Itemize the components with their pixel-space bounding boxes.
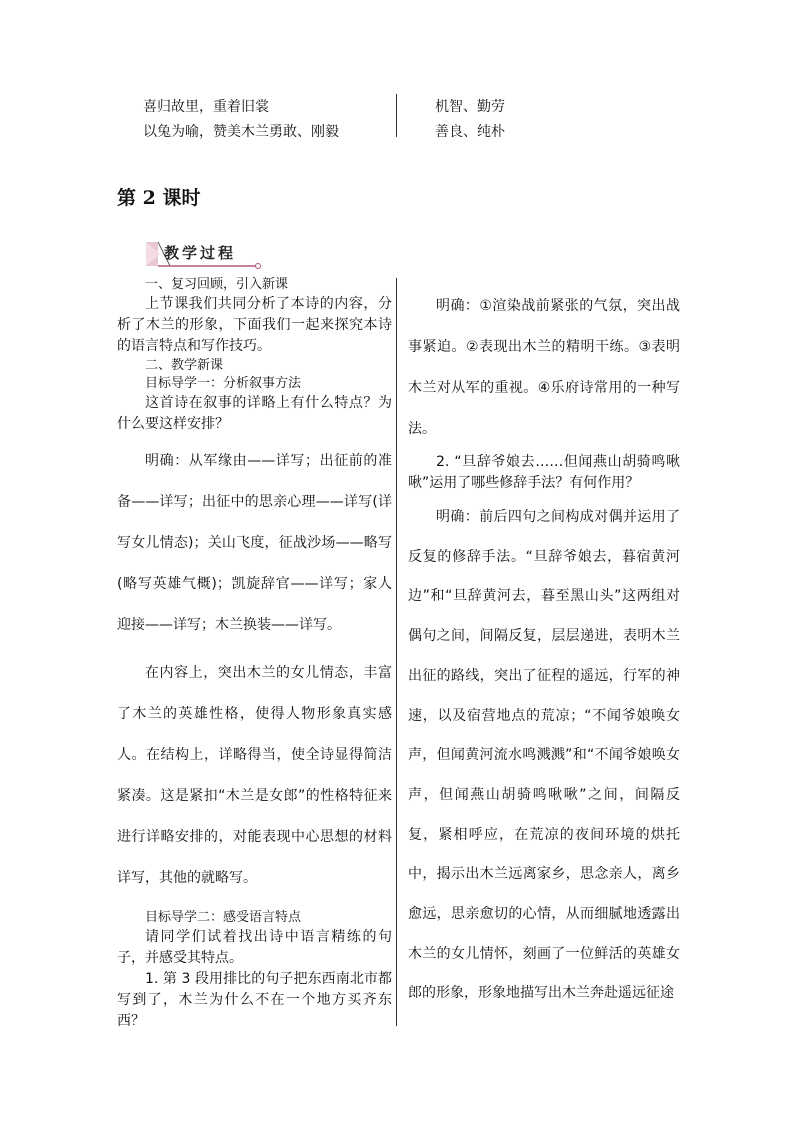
question-1: 这首诗在叙事的详略上有什么特点？为什么要这样安排？ [117, 395, 392, 432]
right-column [408, 286, 680, 1014]
section-heading-review: 一、复习回顾，引入新课 [145, 277, 289, 292]
section-banner-title: 教学过程 [164, 244, 237, 262]
answer-1-continued: 在内容上，突出木兰的女儿情态，丰富了木兰的英雄性格，使得人物形象真实感人。在结构上，详略得当，使全诗显得简洁紧凑。这是紧扣“木兰是女郎”的性格特征来进行详略安排的，对能表现中心思想的材料详写，其他的就略写。 [117, 665, 392, 886]
section-heading-new-lesson: 二、教学新课 [145, 358, 224, 373]
left-column [117, 276, 392, 1032]
answer-1: 明确：从军缘由——详写；出征前的准备——详写；出征中的思亲心理——详写(详写女儿情态)；关山飞度，征战沙场——略写(略写英雄气概)；凯旋辞官——详写；家人迎接——详写；木兰换装——详写。 [117, 453, 392, 633]
question-2: 请同学们试着找出诗中语言精练的句子，并感受其特点。 [117, 929, 392, 966]
answer-2-2: 明确：前后四句之间构成对偶并运用了反复的修辞手法。“旦辞爷娘去，暮宿黄河边”和“旦辞黄河去，暮至黑山头”这两组对偶句之间，间隔反复，层层递进，表明木兰出征的路线，突出了征程的遥远，行军的神速，以及宿营地点的荒凉；“不闻爷娘唤女声，但闻黄河流水鸣溅溅”和“不闻爷娘唤女声，但闻燕山胡骑鸣啾啾”之间，间隔反复，紧相呼应，在荒凉的夜间环境的烘托中，揭示出木兰远离家乡，思念亲人，离乡愈远，思亲愈切的心情，从而细腻地透露出木兰的女儿情怀，刻画了一位鲜活的英雄女郎的形象，形象地描写出木兰奔赴遥远征途 [408, 509, 680, 1002]
top-right-line: 机智、勤劳 [435, 99, 505, 115]
top-divider [396, 94, 397, 137]
top-left-line: 以兔为喻，赞美木兰勇敢、刚毅 [143, 124, 339, 140]
answer-2-1: 明确：①渲染战前紧张的气氛，突出战事紧迫。②表现出木兰的精明干练。③表明木兰对从军的重视。④乐府诗常用的一种写法。 [408, 298, 680, 437]
review-paragraph: 上节课我们共同分析了本诗的内容，分析了木兰的形象，下面我们一起来探究本诗的语言特点和写作技巧。 [117, 296, 392, 354]
top-right-line: 善良、纯朴 [435, 124, 505, 140]
top-left-cell [143, 95, 388, 145]
top-left-line: 喜归故里，重着旧裳 [143, 99, 269, 115]
top-right-cell [435, 95, 635, 145]
lesson-title: 第 2 课时 [117, 187, 201, 209]
question-2-1: 1. 第 3 段用排比的句子把东西南北市都写到了，木兰为什么不在一个地方买齐东西？ [117, 971, 392, 1029]
question-2-2: 2. “旦辞爷娘去……但闻燕山胡骑鸣啾啾”运用了哪些修辞手法？有何作用？ [408, 454, 680, 491]
goal-heading-2: 目标导学二：感受语言特点 [145, 910, 302, 925]
column-divider [396, 278, 397, 1026]
goal-heading-1: 目标导学一：分析叙事方法 [145, 376, 302, 391]
